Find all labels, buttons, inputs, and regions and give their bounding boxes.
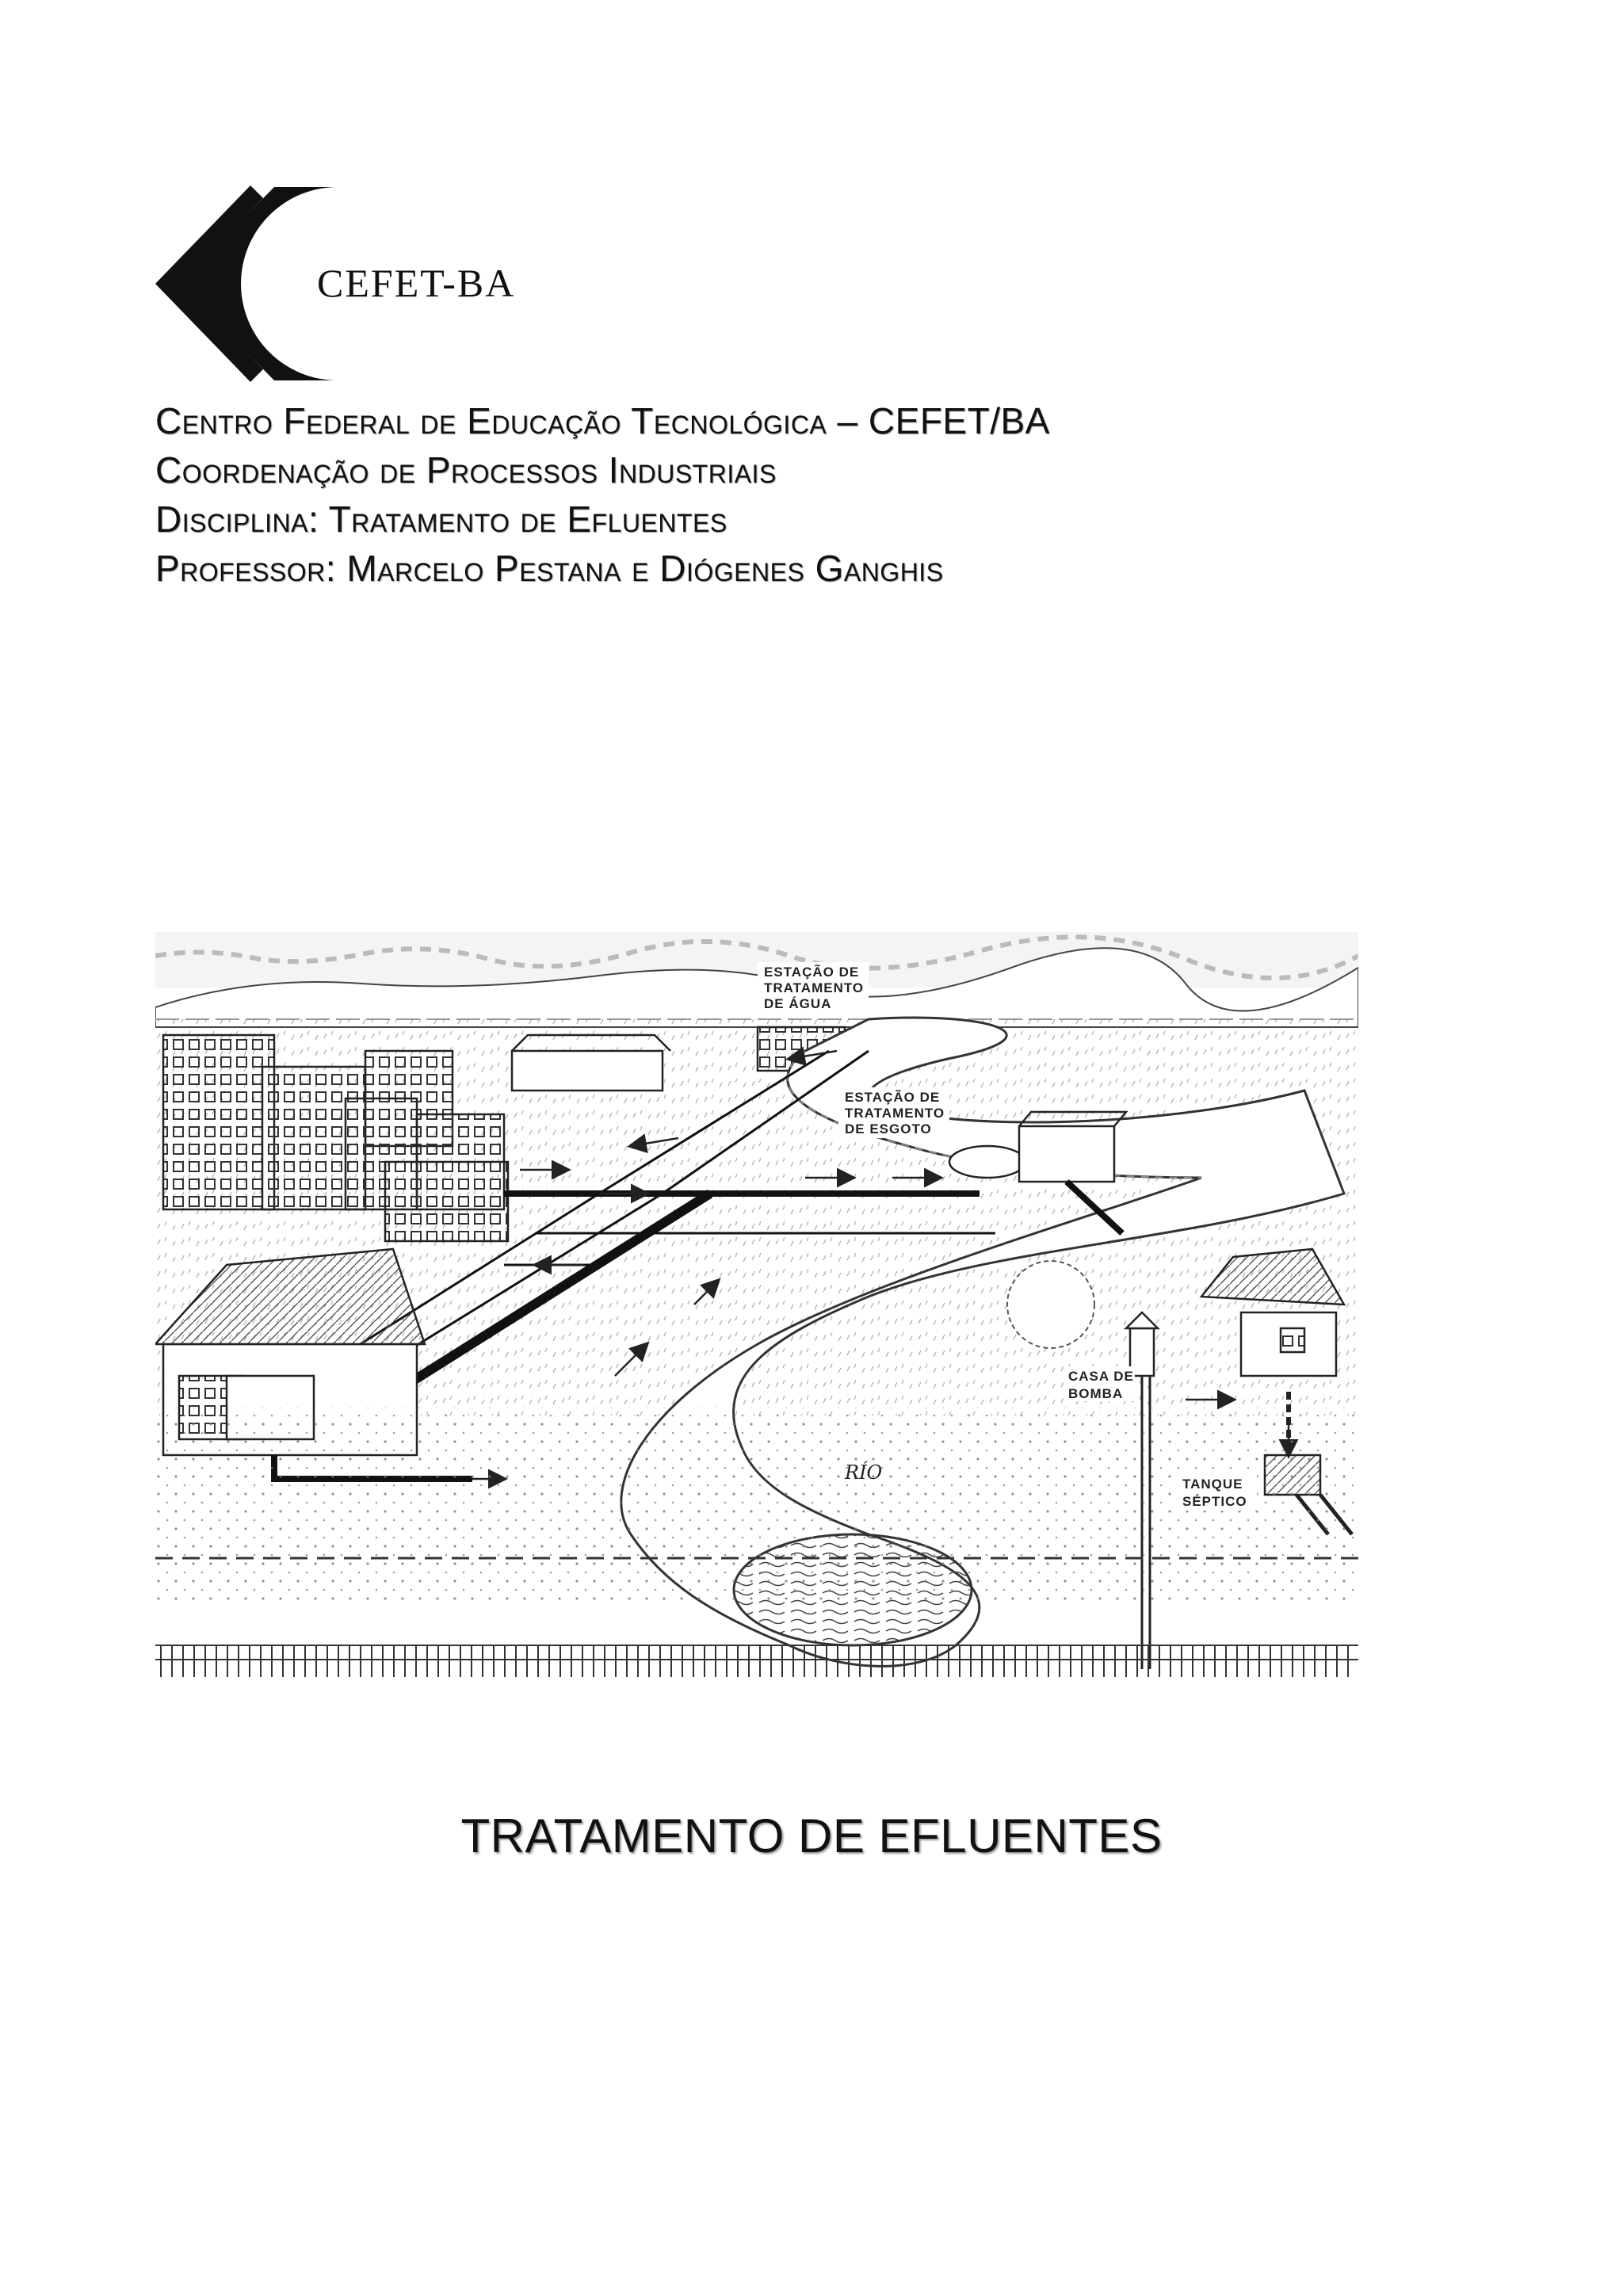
coordination-line: Coordenação de Processos Industriais xyxy=(155,449,777,491)
svg-text:ESTAÇÃO DE: ESTAÇÃO DE xyxy=(764,965,860,980)
professor-line: Professor: Marcelo Pestana e Diógenes Ganghis xyxy=(155,548,944,589)
svg-text:TRATAMENTO: TRATAMENTO xyxy=(845,1106,945,1121)
label-pump-house xyxy=(1064,1366,1135,1401)
svg-text:TRATAMENTO: TRATAMENTO xyxy=(764,980,865,995)
label-water-plant xyxy=(758,962,869,1013)
effluent-treatment-illustration xyxy=(155,932,1358,1677)
document-title: TRATAMENTO DE EFLUENTES xyxy=(460,1809,1163,1862)
label-septic-tank xyxy=(1178,1474,1257,1511)
institution-line: Centro Federal de Educação Tecnológica – CEFET/BA xyxy=(155,400,1050,441)
logo-text: CEFET-BA xyxy=(317,261,516,305)
label-sewage-plant xyxy=(838,1087,949,1138)
svg-text:DE ÁGUA: DE ÁGUA xyxy=(764,996,832,1011)
label-river: RÍO xyxy=(845,1461,883,1484)
illustration-drawing xyxy=(155,932,1358,1677)
svg-text:SÉPTICO: SÉPTICO xyxy=(1182,1494,1247,1509)
svg-text:ESTAÇÃO DE: ESTAÇÃO DE xyxy=(845,1090,941,1105)
svg-text:TANQUE: TANQUE xyxy=(1182,1477,1243,1492)
discipline-line: Disciplina: Tratamento de Efluentes xyxy=(155,499,727,540)
svg-text:BOMBA: BOMBA xyxy=(1068,1386,1124,1401)
svg-text:DE ESGOTO: DE ESGOTO xyxy=(845,1121,932,1137)
svg-text:CASA DE: CASA DE xyxy=(1068,1369,1134,1384)
